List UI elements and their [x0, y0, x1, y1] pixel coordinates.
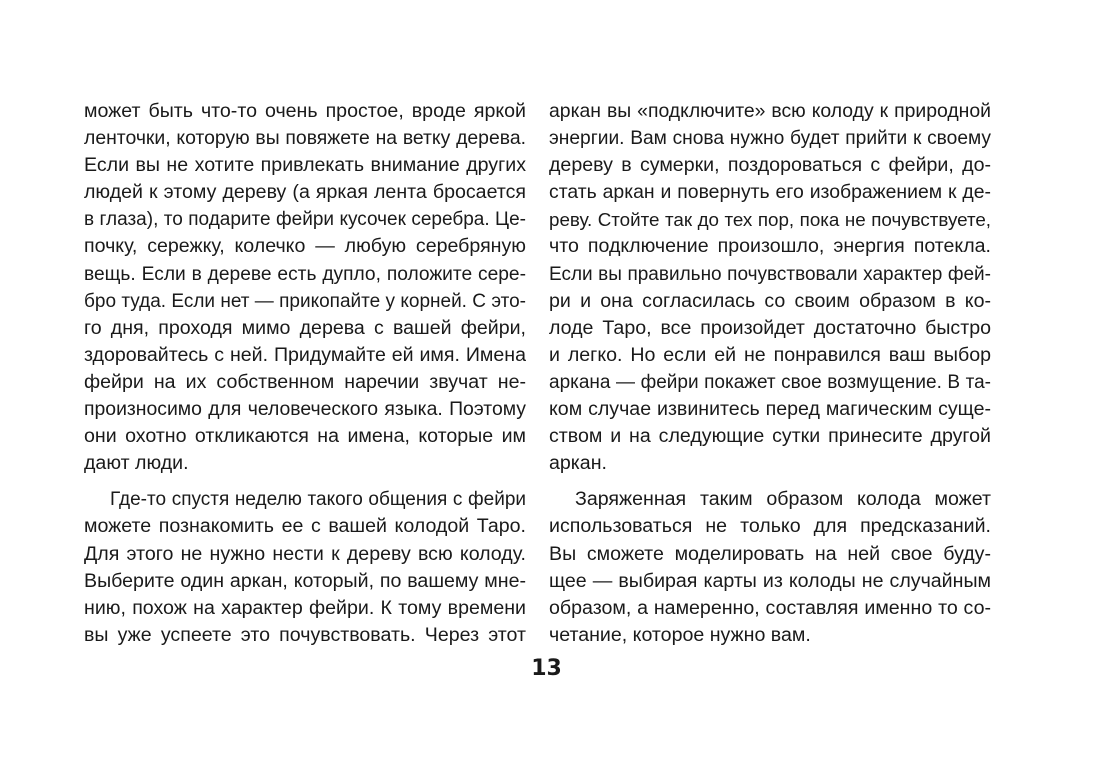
text-line: образом, а намеренно, составляя именно то со- [549, 596, 991, 619]
text-line: Заряженная таким образом колода может [575, 488, 991, 511]
text-line: Если вы не хотите привлекать внимание других [84, 154, 526, 177]
text-line: ством и на следующие сутки принесите другой [549, 425, 991, 448]
paragraph [84, 98, 526, 477]
text-line: дают люди. [84, 452, 189, 475]
text-line: го дня, проходя мимо дерева с вашей фейри, [84, 316, 526, 339]
text-line: энергии. Вам снова нужно будет прийти к своему [549, 128, 991, 150]
text-line: ленточки, которую вы повяжете на ветку дерева. [84, 127, 526, 150]
text-line: почку, сережку, колечко — любую серебряную [84, 235, 526, 258]
text-line: можете познакомить ее с вашей колодой Таро. [84, 515, 526, 538]
text-line: произносимо для человеческого языка. Поэтому [84, 398, 526, 421]
text-line: Если вы правильно почувствовали характер фей- [549, 263, 991, 285]
text-line: Где-то спустя неделю такого общения с фейри [110, 489, 526, 511]
text-line: реву. Стойте так до тех пор, пока не почувствуете, [549, 209, 991, 231]
text-line: фейри на их собственном наречии звучат не- [84, 370, 526, 393]
paragraph [549, 486, 991, 649]
text-line: лоде Таро, все произойдет достаточно быстро [549, 316, 991, 339]
text-line: стать аркан и повернуть его изображением к де- [549, 181, 991, 204]
text-line: ри и она согласилась со своим образом в ко- [549, 289, 991, 312]
text-line: и легко. Но если ей не понравился ваш выбор [549, 343, 991, 366]
text-line: аркана — фейри покажет свое возмущение. В та- [549, 371, 991, 393]
page-number: 13 [531, 656, 562, 681]
text-line: вещь. Если в дереве есть дупло, положите сере- [84, 263, 526, 285]
text-line: дереву в сумерки, поздороваться с фейри, до- [549, 154, 991, 177]
paragraph [549, 98, 991, 477]
text-line: здоровайтесь с ней. Придумайте ей имя. Имена [84, 343, 526, 366]
text-line: аркан. [549, 452, 607, 475]
text-line: ком случае извинитесь перед магическим суще- [549, 398, 991, 421]
text-line: использоваться не только для предсказаний. [549, 515, 991, 538]
text-line: аркан вы «подключите» всю колоду к природной [549, 100, 991, 122]
paragraph [84, 486, 526, 649]
left-column [84, 98, 526, 649]
text-line: щее — выбирая карты из колоды не случайным [549, 569, 991, 592]
text-line: они охотно откликаются на имена, которые им [84, 425, 526, 448]
right-column [549, 98, 991, 649]
text-line: Выберите один аркан, который, по вашему мне- [84, 569, 526, 592]
text-line: людей к этому дереву (а яркая лента бросается [84, 181, 526, 204]
text-line: бро туда. Если нет — прикопайте у корней. С это- [84, 290, 526, 312]
text-line: может быть что-то очень простое, вроде яркой [84, 100, 526, 122]
text-line: вы уже успеете это почувствовать. Через этот [84, 623, 526, 646]
text-line: нию, похож на характер фейри. К тому времени [84, 596, 526, 619]
text-line: в глаза), то подарите фейри кусочек серебра. Це- [84, 209, 526, 231]
text-line: четание, которое нужно вам. [549, 623, 811, 646]
text-line: что подключение произошло, энергия потекла. [549, 235, 991, 258]
text-line: Вы сможете моделировать на ней свое буду- [549, 542, 991, 565]
text-line: Для этого не нужно нести к дереву всю колоду. [84, 542, 526, 565]
